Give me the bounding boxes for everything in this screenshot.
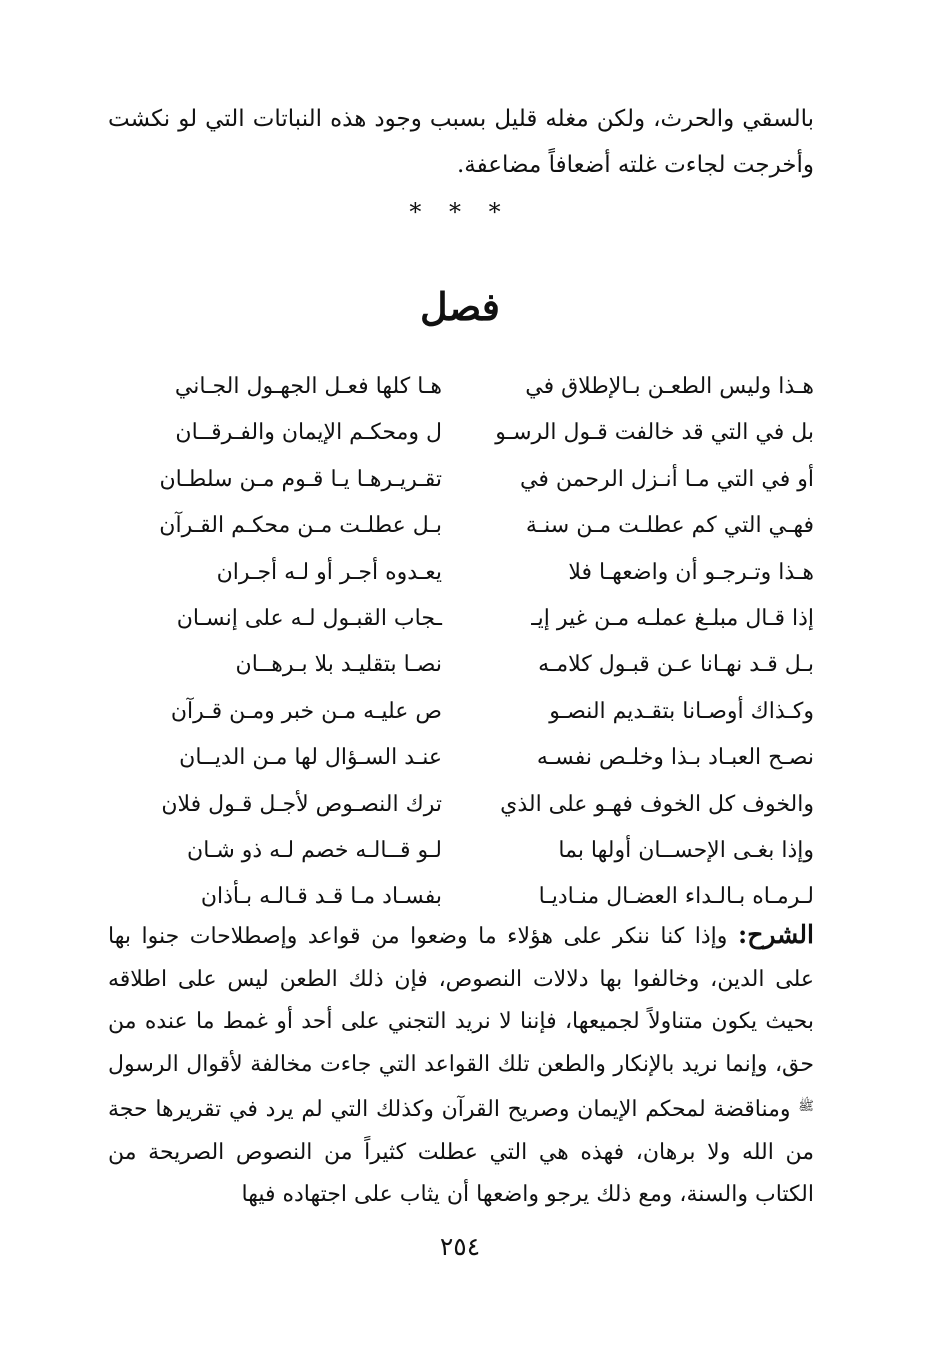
section-title: فصل <box>420 284 500 329</box>
verse-first-hemistich: نصـح العبـاد بـذا وخلـص نفسـه <box>536 745 814 771</box>
verse <box>108 642 814 688</box>
verse-second-hemistich: نصـا بتقليـد بلا بـرهــان <box>235 652 442 678</box>
verse-first-hemistich: بل في التي قد خالفت قـول الرسـو <box>495 420 814 446</box>
verse <box>108 828 814 874</box>
verse-second-hemistich: هـا كلها فعـل الجهـول الجـاني <box>174 374 442 399</box>
commentary-paragraph <box>108 914 814 1217</box>
verse-first-hemistich: أو في التي مـا أنـزل الرحمن في <box>520 466 814 492</box>
verse-first-hemistich: هـذا وليس الطعـن بـالإطلاق في <box>525 374 814 399</box>
verse-second-hemistich: ل ومحكـم الإيمان والفـرقــان <box>175 420 442 446</box>
commentary-label: الشرح: <box>737 920 814 949</box>
section-separator: * * * <box>409 198 511 226</box>
verse-first-hemistich: بـل قـد نهـانا عـن قبـول كلامـه <box>538 652 814 678</box>
verse <box>108 457 814 503</box>
page-number: ٢٥٤ <box>439 1232 481 1261</box>
verse <box>108 364 814 410</box>
verse-first-hemistich: هـذا وتـرجـو أن واضعهـا فلا <box>568 559 814 585</box>
verse <box>108 550 814 596</box>
verse <box>108 410 814 456</box>
verse <box>108 735 814 781</box>
honorific-symbol: ﷺ <box>798 1099 814 1114</box>
verse-second-hemistich: ـجاب القبـول لـه على إنسـان <box>176 605 442 631</box>
verse-first-hemistich: وإذا بغـى الإحســان أولها بما <box>558 837 814 863</box>
verse-first-hemistich: وكـذاك أوصـانا بتقـديم النصـو <box>549 698 814 724</box>
commentary-text-part1: وإذا كنا ننكر على هؤلاء ما وضعوا من قواعد وإصطلاحات جنوا بها على الدين، وخالفوا بها دلالات النصوص، فإن ذلك الطعن ليس على اطلاقه بحيث يكون متناولاً لجميعها، فإننا لا نريد التجني على أحد أو غمط ما عنده من حق، وإنما نريد بالإنكار والطعن تلك القواعد التي جاءت مخالفة لأقوال الرسول <box>108 924 814 1077</box>
verse <box>108 689 814 735</box>
verse-second-hemistich: عنـد السـؤال لها مـن الديــان <box>179 745 442 771</box>
verse-first-hemistich: والخوف كل الخوف فهـو على الذي <box>500 791 814 817</box>
verse-second-hemistich: ص عليـه مـن خبر ومـن قـرآن <box>170 698 442 724</box>
verse <box>108 782 814 828</box>
verse-second-hemistich: ترك النصـوص لأجـل قـول فلان <box>161 791 442 817</box>
verse <box>108 596 814 642</box>
commentary-text-part2: ومناقضة لمحكم الإيمان وصريح القرآن وكذلك التي لم يرد في تقريرها حجة من الله ولا برهان، فهذه هي التي عطلت كثيراً من النصوص الصريحة من الكتاب والسنة، ومع ذلك يرجو واضعها أن يثاب على اجتهاده فيها <box>108 1097 814 1207</box>
verse-second-hemistich: بـل عطلـت مـن محكـم القـرآن <box>159 513 442 539</box>
intro-paragraph: بالسقي والحرث، ولكن مغله قليل بسبب وجود هذه النباتات التي لو نكشت وأخرجت لجاءت غلته أضعافاً مضاعفة. <box>108 106 814 178</box>
verse-second-hemistich: تقـريـرهـا يـا قـوم مـن سلطـان <box>159 466 442 492</box>
verse-first-hemistich: لـرمـاه بـالـداء العضـال منـاديـا <box>538 884 814 910</box>
verse-first-hemistich: إذا قـال مبلـغ عملـه مـن غير إيـ <box>531 605 814 631</box>
verse-second-hemistich: بفسـاد مـا قـد قـالـه بـأذان <box>200 884 442 910</box>
poem <box>108 364 814 921</box>
verse <box>108 503 814 549</box>
verse-first-hemistich: فهـي التي كم عطلـت مـن سنـة <box>525 513 814 539</box>
verse-second-hemistich: يعـدوه أجـر أو لـه أجـران <box>216 559 442 585</box>
verse-second-hemistich: لـو قــالـه خصم لـه ذو شـان <box>187 837 442 863</box>
